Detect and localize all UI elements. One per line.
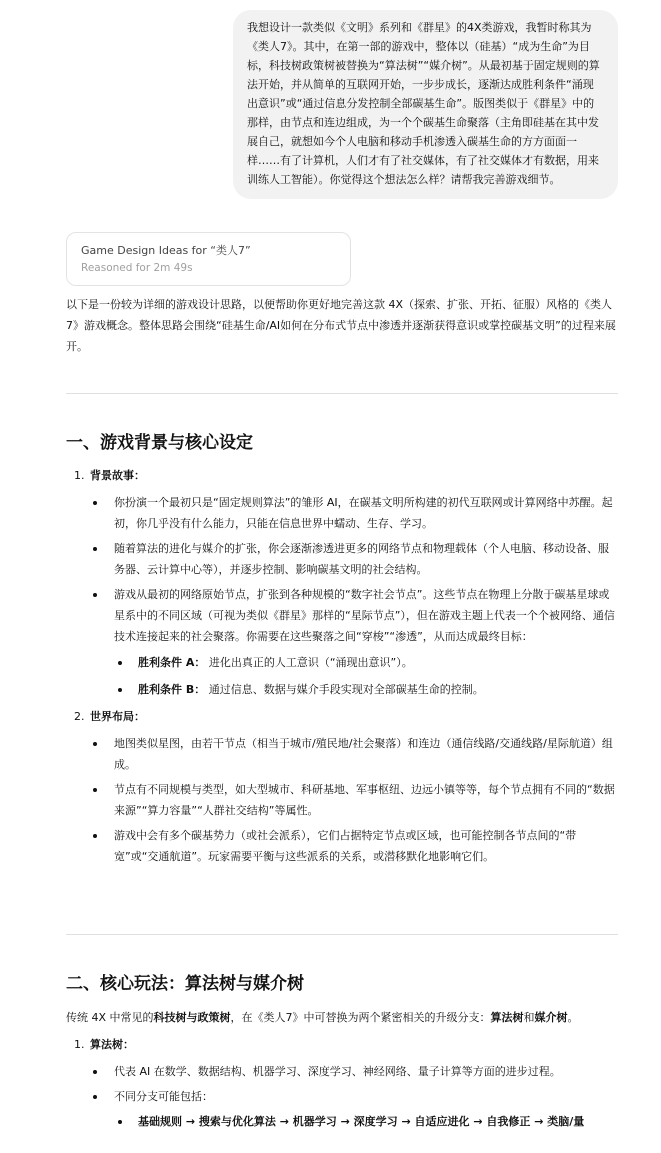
item-number: 2. [74,710,85,723]
victory-b-text: 通过信息、数据与媒介手段实现对全部碳基生命的控制。 [208,683,484,696]
section-heading-1: 一、游戏背景与核心设定 [66,433,253,453]
victory-a-text: 进化出真正的人工意识（“涌现出意识”）。 [208,656,413,669]
section-divider [66,393,618,394]
intro-text: 传统 4X 中常见的 [66,1011,154,1024]
list-item: 游戏中会有多个碳基势力（或社会派系），它们占据特定节点或区域，也可能控制各节点间的“带宽”或“交通航道”。玩家需要平衡与这些派系的关系，或潜移默化地影响它们。 [66,825,618,867]
intro-bold-text: 媒介树 [534,1011,568,1024]
list-item: 地图类似星图，由若干节点（相当于城市/殖民地/社会聚落）和连边（通信线路/交通线路/星际航道）组成。 [66,733,618,775]
list-item: 基础规则 → 搜索与优化算法 → 机器学习 → 深度学习 → 自适应进化 → 自我修正 → 类脑/量 [66,1111,618,1132]
list-item: 不同分支可能包括： [66,1086,618,1107]
list-item: 游戏从最初的网络原始节点，扩张到各种规模的“数字社会节点”。这些节点在物理上分散于碳基星球或星系中的不同区域（可视为类似《群星》那样的“星际节点”），但在游戏主题上代表一个个被网络、通信技术连接起来的社会聚落。你需要在这些聚落之间“穿梭”“渗透”，从而达成最终目标： [66,584,618,647]
victory-a-label: 胜利条件 A： [138,656,206,669]
user-message-bubble [233,10,618,199]
list-item: 代表 AI 在数学、数据结构、机器学习、深度学习、神经网络、量子计算等方面的进步过程。 [66,1061,618,1082]
section-1-content [66,465,618,867]
numbered-item [66,1034,618,1055]
list-item: 节点有不同规模与类型，如大型城市、科研基地、军事枢纽、边远小镇等等，每个节点拥有不同的“数据来源”“算力容量”“人群社交结构”等属性。 [66,779,618,821]
list-item [66,679,618,700]
section-2-intro [66,1007,618,1028]
section-2-content [66,1007,618,1132]
section-heading-2: 二、核心玩法：算法树与媒介树 [66,974,304,994]
intro-text: 和 [523,1011,535,1024]
reasoning-title: Game Design Ideas for “类人7” [81,244,251,257]
intro-paragraph: 以下是一份较为详细的游戏设计思路，以便帮助你更好地完善这款 4X（探索、扩张、开拓、征服）风格的《类人7》游戏概念。整体思路会围绕“硅基生命/AI如何在分布式节点中渗透并逐渐获得意识或掌控碳基文明”的过程来展开。 [66,298,616,353]
numbered-item [66,706,618,727]
item-heading: 背景故事： [90,469,145,482]
item-number: 1. [74,469,85,482]
user-message-text: 我想设计一款类似《文明》系列和《群星》的4X类游戏，我暂时称其为《类人7》。其中，在第一部的游戏中，整体以（硅基）“成为生命”为目标，科技树政策树被替换为“算法树”“媒介树”。从最初基于固定规则的算法开始，并从简单的互联网开始，一步步成长，逐渐达成胜利条件“涌现出意识”或“通过信息分发控制全部碳基生命”。版图类似于《群星》中的那样，由节点和连边组成，为一个个碳基生命聚落（主角即硅基在其中发展自己，就想如今个人电脑和移动手机渗透入碳基生命的方方面面一样……有了计算机，人们才有了社交媒体，有了社交媒体才有数据，用来训练人工智能）。你觉得这个想法怎么样？请帮我完善游戏细节。 [247,21,600,186]
reasoning-summary-card[interactable] [66,232,351,286]
assistant-answer-intro [66,294,618,357]
list-item: 随着算法的进化与媒介的扩张，你会逐渐渗透进更多的网络节点和物理载体（个人电脑、移动设备、服务器、云计算中心等），并逐步控制、影响碳基文明的社会结构。 [66,538,618,580]
intro-text: ，在《类人7》中可替换为两个紧密相关的升级分支： [230,1011,491,1024]
section-divider [66,934,618,935]
list-item [66,652,618,673]
item-heading: 世界布局： [90,710,145,723]
list-item: 你扮演一个最初只是“固定规则算法”的雏形 AI，在碳基文明所构建的初代互联网或计算网络中苏醒。起初，你几乎没有什么能力，只能在信息世界中蠕动、生存、学习。 [66,492,618,534]
reasoning-duration: Reasoned for 2m 49s [81,262,193,274]
item-number: 1. [74,1038,85,1051]
item-heading: 算法树： [90,1038,134,1051]
victory-b-label: 胜利条件 B： [138,683,206,696]
intro-text: 。 [567,1011,579,1024]
intro-bold-text: 算法树 [490,1011,524,1024]
intro-bold-text: 科技树与政策树 [153,1011,231,1024]
numbered-item [66,465,618,486]
